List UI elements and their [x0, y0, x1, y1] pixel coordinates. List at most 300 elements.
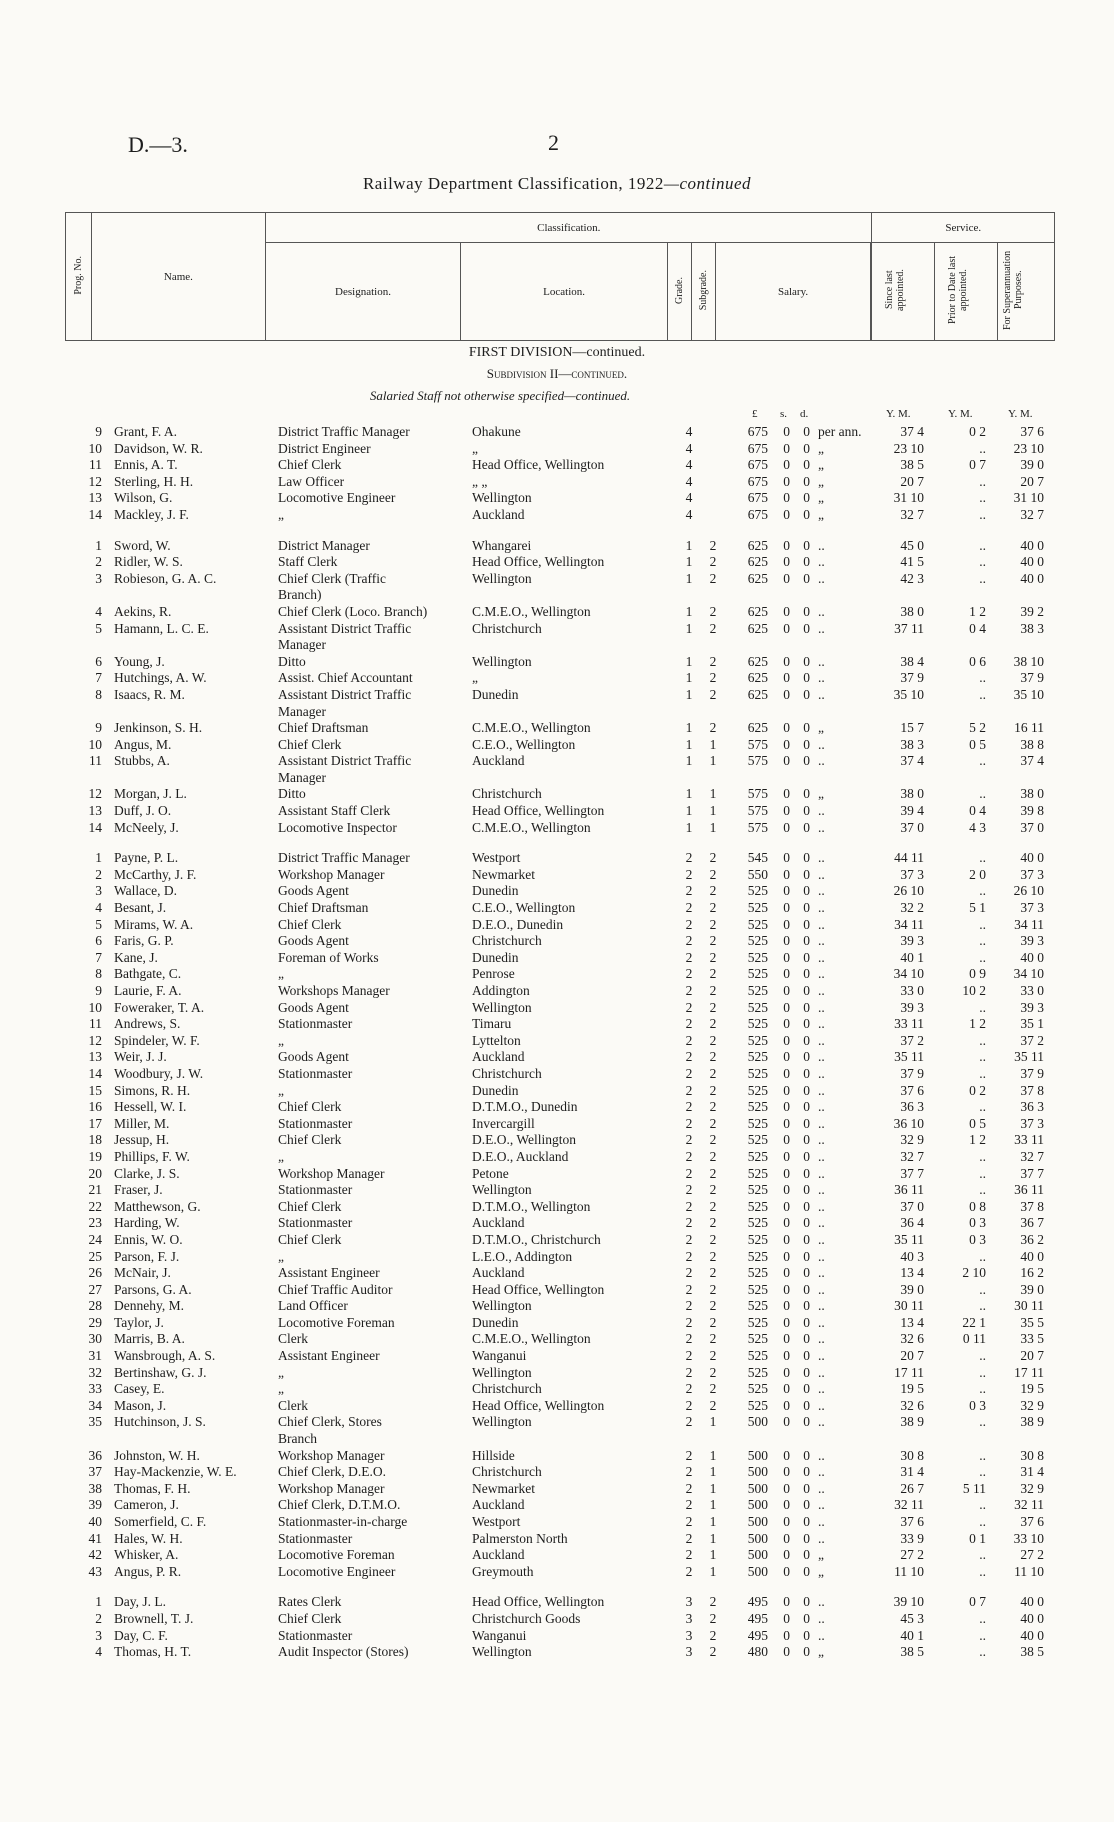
salary-pence: 0	[803, 424, 810, 439]
staff-name: Hamann, L. C. E.	[114, 620, 209, 636]
location: D.E.O., Auckland	[472, 1148, 569, 1164]
staff-name: Angus, P. R.	[114, 1563, 182, 1579]
staff-name: Wilson, G.	[114, 490, 173, 506]
service-superannuation: 37 6	[1020, 424, 1044, 439]
subgrade: 1	[709, 786, 717, 802]
location: Christchurch	[472, 1464, 542, 1480]
table-row	[0, 983, 1114, 1000]
staff-name: Angus, M.	[114, 736, 172, 752]
location: Head Office, Wellington	[472, 1397, 605, 1413]
service-prior: ..	[979, 1165, 986, 1181]
designation: Branch)	[278, 587, 322, 603]
prog-number: 9	[95, 983, 102, 998]
service-superannuation: 34 10	[1013, 966, 1044, 982]
staff-name: Mirams, W. A.	[114, 916, 194, 932]
prog-number: 19	[88, 1148, 102, 1164]
service-superannuation: 37 0	[1020, 819, 1044, 835]
location: Christchurch	[472, 620, 542, 636]
salary-pence: 0	[803, 554, 810, 570]
staff-name: Faris, G. P.	[114, 933, 174, 949]
service-since-appointed: 36 11	[894, 1182, 924, 1198]
salary-pounds: 525	[747, 933, 768, 949]
staff-name: Young, J.	[114, 653, 165, 669]
salary-period: ..	[818, 1049, 825, 1065]
salary-shillings: 0	[783, 999, 790, 1015]
table-row	[0, 1464, 1114, 1481]
salary-pence: 0	[803, 966, 810, 982]
location: Newmarket	[472, 866, 535, 882]
location: D.T.M.O., Dunedin	[472, 1099, 578, 1115]
salary-period: „	[818, 1563, 824, 1579]
designation: Stationmaster-in-charge	[278, 1514, 408, 1529]
staff-name: Wallace, D.	[114, 883, 178, 899]
salary-shillings: 0	[783, 424, 790, 439]
designation: Chief Clerk	[278, 736, 342, 752]
salary-pence: 0	[803, 686, 810, 702]
table-row	[0, 1232, 1114, 1249]
subgrade: 1	[709, 1514, 717, 1529]
section-caption: Salaried Staff not otherwise specified—continued.	[369, 388, 631, 403]
service-prior: 0 3	[969, 1231, 986, 1247]
staff-name: Thomas, F. H.	[114, 1480, 191, 1496]
subgrade: 2	[709, 603, 717, 619]
salary-pence: 0	[803, 1644, 810, 1660]
unit-ym-super: Y. M.	[1008, 408, 1033, 420]
designation: Assistant District Traffic	[278, 753, 412, 769]
col-designation: Designation.	[266, 243, 461, 341]
grade: 2	[685, 1049, 693, 1065]
staff-name: Jessup, H.	[114, 1132, 170, 1148]
service-since-appointed: 39 3	[900, 999, 924, 1015]
service-prior: ..	[979, 916, 986, 932]
salary-period: ..	[818, 1497, 825, 1513]
prog-number: 3	[95, 570, 102, 586]
salary-pounds: 495	[747, 1627, 768, 1643]
service-since-appointed: 32 9	[900, 1132, 924, 1148]
col-location: Location.	[460, 243, 667, 341]
salary-pence: 0	[803, 900, 810, 916]
salary-period: ..	[818, 819, 825, 835]
grade: 2	[685, 983, 693, 998]
table-row	[0, 1132, 1114, 1149]
service-since-appointed: 40 3	[900, 1248, 924, 1264]
designation: Goods Agent	[278, 1049, 349, 1065]
designation: Chief Draftsman	[278, 720, 369, 736]
unit-pound: £	[752, 408, 758, 420]
salary-period: ..	[818, 933, 825, 949]
subgrade: 2	[709, 1032, 717, 1048]
service-superannuation: 32 9	[1020, 1397, 1044, 1413]
subgrade: 2	[709, 850, 717, 866]
designation: Goods Agent	[278, 999, 349, 1015]
salary-pounds: 525	[747, 1231, 768, 1247]
service-superannuation: 36 11	[1014, 1182, 1044, 1198]
subgrade: 2	[709, 1115, 717, 1131]
service-prior: ..	[979, 570, 986, 586]
salary-shillings: 0	[783, 1182, 790, 1198]
salary-pence: 0	[803, 1547, 810, 1563]
salary-period: ..	[818, 1115, 825, 1131]
table-row	[0, 1083, 1114, 1100]
salary-shillings: 0	[783, 670, 790, 686]
designation: „	[278, 1148, 284, 1164]
service-since-appointed: 38 5	[900, 457, 924, 473]
salary-period: ..	[818, 1165, 825, 1181]
subgrade: 2	[709, 1594, 717, 1610]
salary-pence: 0	[803, 537, 810, 553]
salary-pounds: 500	[747, 1547, 768, 1563]
staff-name: McNair, J.	[114, 1265, 171, 1281]
salary-pounds: 525	[747, 1082, 768, 1098]
grade: 2	[685, 1414, 693, 1430]
grade: 2	[685, 1563, 693, 1579]
staff-name: Cameron, J.	[114, 1497, 179, 1513]
grade: 3	[685, 1594, 693, 1610]
table-row	[0, 1000, 1114, 1017]
location: Westport	[472, 850, 521, 866]
staff-name: Matthewson, G.	[114, 1198, 201, 1214]
grade: 2	[685, 866, 693, 882]
subgrade: 1	[709, 1447, 717, 1463]
salary-shillings: 0	[783, 1314, 790, 1330]
service-superannuation: 40 0	[1020, 850, 1044, 866]
salary-shillings: 0	[783, 1464, 790, 1480]
salary-shillings: 0	[783, 1148, 790, 1164]
service-since-appointed: 36 3	[900, 1099, 924, 1115]
salary-period: ..	[818, 554, 825, 570]
service-since-appointed: 40 1	[900, 1627, 924, 1643]
service-superannuation: 39 3	[1020, 933, 1044, 949]
location: C.E.O., Wellington	[472, 736, 576, 752]
subgrade: 1	[709, 803, 717, 819]
service-prior: ..	[979, 1148, 986, 1164]
salary-pence: 0	[803, 1182, 810, 1198]
prog-number: 4	[95, 900, 102, 916]
service-prior: ..	[979, 1497, 986, 1513]
grade: 2	[685, 949, 693, 965]
salary-pounds: 625	[747, 720, 768, 736]
salary-pounds: 500	[747, 1480, 768, 1496]
title-main: Railway Department Classification, 1922	[362, 174, 664, 193]
grade: 2	[685, 1281, 693, 1297]
salary-period: ..	[818, 1281, 825, 1297]
table-row	[0, 507, 1114, 524]
prog-number: 16	[88, 1099, 102, 1115]
grade: 1	[685, 686, 693, 702]
salary-pounds: 525	[747, 1314, 768, 1330]
units-row	[0, 408, 1114, 422]
staff-name: Weir, J. J.	[114, 1049, 167, 1065]
table-row	[0, 587, 1114, 604]
service-superannuation: 37 3	[1020, 900, 1044, 916]
service-superannuation: 19 5	[1020, 1381, 1044, 1397]
prog-number: 14	[88, 506, 102, 522]
table-row	[0, 786, 1114, 803]
salary-period: ..	[818, 570, 825, 586]
subgrade: 2	[709, 1331, 717, 1347]
location: Auckland	[472, 1497, 525, 1513]
designation: Locomotive Engineer	[278, 490, 396, 506]
service-since-appointed: 41 5	[900, 554, 924, 570]
salary-pounds: 675	[747, 490, 768, 506]
service-prior: 0 2	[969, 1082, 986, 1098]
designation: Assistant District Traffic	[278, 620, 412, 636]
subgrade: 2	[709, 686, 717, 702]
designation: Assistant Engineer	[278, 1265, 380, 1281]
subgrade: 2	[709, 1314, 717, 1330]
service-prior: ..	[979, 686, 986, 702]
staff-name: Ennis, A. T.	[114, 457, 178, 473]
service-since-appointed: 37 0	[900, 819, 924, 835]
salary-shillings: 0	[783, 1610, 790, 1626]
subgrade: 2	[709, 1298, 717, 1314]
location: Auckland	[472, 753, 525, 769]
salary-shillings: 0	[783, 603, 790, 619]
service-since-appointed: 35 10	[893, 686, 924, 702]
service-prior: ..	[979, 1248, 986, 1264]
salary-shillings: 0	[783, 1563, 790, 1579]
service-since-appointed: 30 8	[900, 1447, 924, 1463]
prog-number: 36	[88, 1447, 102, 1463]
designation: Stationmaster	[278, 1115, 353, 1131]
prog-number: 2	[95, 866, 102, 882]
service-since-appointed: 42 3	[900, 570, 924, 586]
salary-pence: 0	[803, 1265, 810, 1281]
table-row	[0, 1481, 1114, 1498]
service-prior: ..	[979, 1298, 986, 1314]
table-row	[0, 554, 1114, 571]
salary-period: „	[818, 506, 824, 522]
salary-period: ..	[818, 1364, 825, 1380]
designation: Chief Clerk	[278, 1231, 342, 1247]
service-superannuation: 37 2	[1020, 1032, 1044, 1048]
designation: Clerk	[278, 1397, 308, 1413]
service-since-appointed: 30 11	[894, 1298, 924, 1314]
location: D.E.O., Wellington	[472, 1132, 577, 1148]
service-prior: ..	[979, 537, 986, 553]
table-row	[0, 571, 1114, 588]
salary-shillings: 0	[783, 1348, 790, 1364]
service-superannuation: 30 11	[1014, 1298, 1044, 1314]
service-prior: 0 7	[969, 457, 986, 473]
document-reference: D.—3.	[128, 132, 188, 157]
service-since-appointed: 37 0	[900, 1198, 924, 1214]
staff-name: McNeely, J.	[114, 819, 179, 835]
table-row	[0, 1331, 1114, 1348]
staff-name: Whisker, A.	[114, 1547, 179, 1563]
service-since-appointed: 33 11	[894, 1016, 924, 1032]
prog-number: 24	[88, 1231, 102, 1247]
salary-shillings: 0	[783, 900, 790, 916]
table-row	[0, 720, 1114, 737]
location: Ohakune	[472, 424, 521, 439]
table-row	[0, 737, 1114, 754]
table-row	[0, 820, 1114, 837]
location: Head Office, Wellington	[472, 1594, 605, 1610]
service-prior: 2 0	[969, 866, 986, 882]
salary-pounds: 525	[747, 1049, 768, 1065]
table-row	[0, 457, 1114, 474]
service-since-appointed: 45 3	[900, 1610, 924, 1626]
staff-name: Andrews, S.	[114, 1016, 181, 1032]
subgrade: 2	[709, 1248, 717, 1264]
prog-number: 6	[95, 933, 102, 949]
salary-shillings: 0	[783, 1447, 790, 1463]
staff-name: Parsons, G. A.	[114, 1281, 192, 1297]
location: Wellington	[472, 653, 532, 669]
service-since-appointed: 37 6	[900, 1514, 924, 1529]
unit-pence: d.	[800, 408, 809, 420]
service-since-appointed: 19 5	[900, 1381, 924, 1397]
location: Dunedin	[472, 1314, 519, 1330]
salary-period: ..	[818, 999, 825, 1015]
salary-pence: 0	[803, 1165, 810, 1181]
grade: 2	[685, 1364, 693, 1380]
salary-pence: 0	[803, 620, 810, 636]
grade: 2	[685, 999, 693, 1015]
subgrade: 2	[709, 1099, 717, 1115]
subgrade: 2	[709, 1065, 717, 1081]
subgrade: 2	[709, 1397, 717, 1413]
salary-period: ..	[818, 620, 825, 636]
salary-shillings: 0	[783, 1594, 790, 1610]
service-superannuation: 36 3	[1020, 1099, 1044, 1115]
subgrade: 2	[709, 1148, 717, 1164]
prog-number: 7	[95, 670, 102, 686]
prog-number: 9	[95, 424, 102, 439]
grade: 2	[685, 1231, 693, 1247]
location: Wellington	[472, 1364, 532, 1380]
salary-pence: 0	[803, 1381, 810, 1397]
table-row	[0, 850, 1114, 867]
prog-number: 28	[88, 1298, 102, 1314]
subgrade: 2	[709, 653, 717, 669]
service-since-appointed: 20 7	[900, 473, 924, 489]
salary-pounds: 625	[747, 670, 768, 686]
staff-name: Bertinshaw, G. J.	[114, 1364, 207, 1380]
salary-shillings: 0	[783, 537, 790, 553]
salary-pounds: 525	[747, 1331, 768, 1347]
salary-period: ..	[818, 1331, 825, 1347]
service-superannuation: 17 11	[1014, 1364, 1044, 1380]
staff-name: Fraser, J.	[114, 1182, 163, 1198]
location: Dunedin	[472, 883, 519, 899]
service-prior: 2 10	[962, 1265, 986, 1281]
group-spacer	[0, 524, 1114, 538]
salary-pounds: 500	[747, 1563, 768, 1579]
table-row	[0, 1099, 1114, 1116]
salary-shillings: 0	[783, 736, 790, 752]
service-since-appointed: 32 2	[900, 900, 924, 916]
service-since-appointed: 33 0	[900, 983, 924, 998]
salary-pounds: 675	[747, 424, 768, 439]
location: C.M.E.O., Wellington	[472, 720, 591, 736]
salary-pounds: 525	[747, 1132, 768, 1148]
subgrade: 2	[709, 1348, 717, 1364]
designation: Audit Inspector (Stores)	[278, 1644, 409, 1660]
salary-pence: 0	[803, 1132, 810, 1148]
grade: 2	[685, 1032, 693, 1048]
salary-period: „	[818, 720, 824, 736]
location: Christchurch	[472, 1381, 542, 1397]
staff-name: Duff, J. O.	[114, 803, 172, 819]
staff-name: Phillips, F. W.	[114, 1148, 190, 1164]
grade: 2	[685, 1530, 693, 1546]
salary-pence: 0	[803, 1348, 810, 1364]
prog-number: 21	[88, 1182, 102, 1198]
salary-period: ..	[818, 1397, 825, 1413]
table-row	[0, 1497, 1114, 1514]
designation: „	[278, 506, 284, 522]
salary-period: ..	[818, 983, 825, 998]
salary-pounds: 625	[747, 620, 768, 636]
subgrade: 2	[709, 999, 717, 1015]
salary-period: ..	[818, 1065, 825, 1081]
service-since-appointed: 37 2	[900, 1032, 924, 1048]
col-service: Service.	[872, 213, 1055, 243]
col-superannuation: For Superannuation Purposes.	[1002, 250, 1025, 330]
salary-pence: 0	[803, 1148, 810, 1164]
location: D.E.O., Dunedin	[472, 916, 564, 932]
location: Invercargill	[472, 1115, 535, 1131]
designation: Chief Clerk	[278, 916, 342, 932]
salary-period: ..	[818, 1215, 825, 1231]
service-superannuation: 27 2	[1020, 1547, 1044, 1563]
service-prior: ..	[979, 670, 986, 686]
service-since-appointed: 26 7	[900, 1480, 924, 1496]
designation: Stationmaster	[278, 1530, 353, 1546]
designation: Workshop Manager	[278, 1480, 385, 1496]
service-prior: 0 9	[969, 966, 986, 982]
staff-name: Hessell, W. I.	[114, 1099, 187, 1115]
salary-pounds: 575	[747, 786, 768, 802]
table-row	[0, 1199, 1114, 1216]
subgrade: 2	[709, 670, 717, 686]
salary-period: ..	[818, 1248, 825, 1264]
location: „ „	[472, 473, 488, 489]
service-prior: ..	[979, 1627, 986, 1643]
designation: Ditto	[278, 786, 306, 802]
salary-pounds: 625	[747, 653, 768, 669]
service-superannuation: 32 9	[1020, 1480, 1044, 1496]
table-row	[0, 1315, 1114, 1332]
service-prior: ..	[979, 554, 986, 570]
subgrade: 2	[709, 537, 717, 553]
location: Wellington	[472, 1644, 532, 1660]
staff-name: Spindeler, W. F.	[114, 1032, 200, 1048]
salary-pounds: 525	[747, 1115, 768, 1131]
grade: 1	[685, 753, 693, 769]
salary-shillings: 0	[783, 819, 790, 835]
service-since-appointed: 37 6	[900, 1082, 924, 1098]
service-superannuation: 38 8	[1020, 736, 1044, 752]
salary-shillings: 0	[783, 1265, 790, 1281]
location: „	[472, 670, 478, 686]
prog-number: 13	[88, 1049, 102, 1065]
service-since-appointed: 32 7	[900, 1148, 924, 1164]
group-spacer	[0, 836, 1114, 850]
salary-pounds: 550	[747, 866, 768, 882]
salary-pence: 0	[803, 850, 810, 866]
salary-shillings: 0	[783, 1497, 790, 1513]
salary-pounds: 575	[747, 803, 768, 819]
salary-pence: 0	[803, 457, 810, 473]
service-superannuation: 32 7	[1020, 506, 1044, 522]
service-superannuation: 38 0	[1020, 786, 1044, 802]
prog-number: 2	[95, 554, 102, 570]
salary-pounds: 625	[747, 554, 768, 570]
salary-period: ..	[818, 1381, 825, 1397]
